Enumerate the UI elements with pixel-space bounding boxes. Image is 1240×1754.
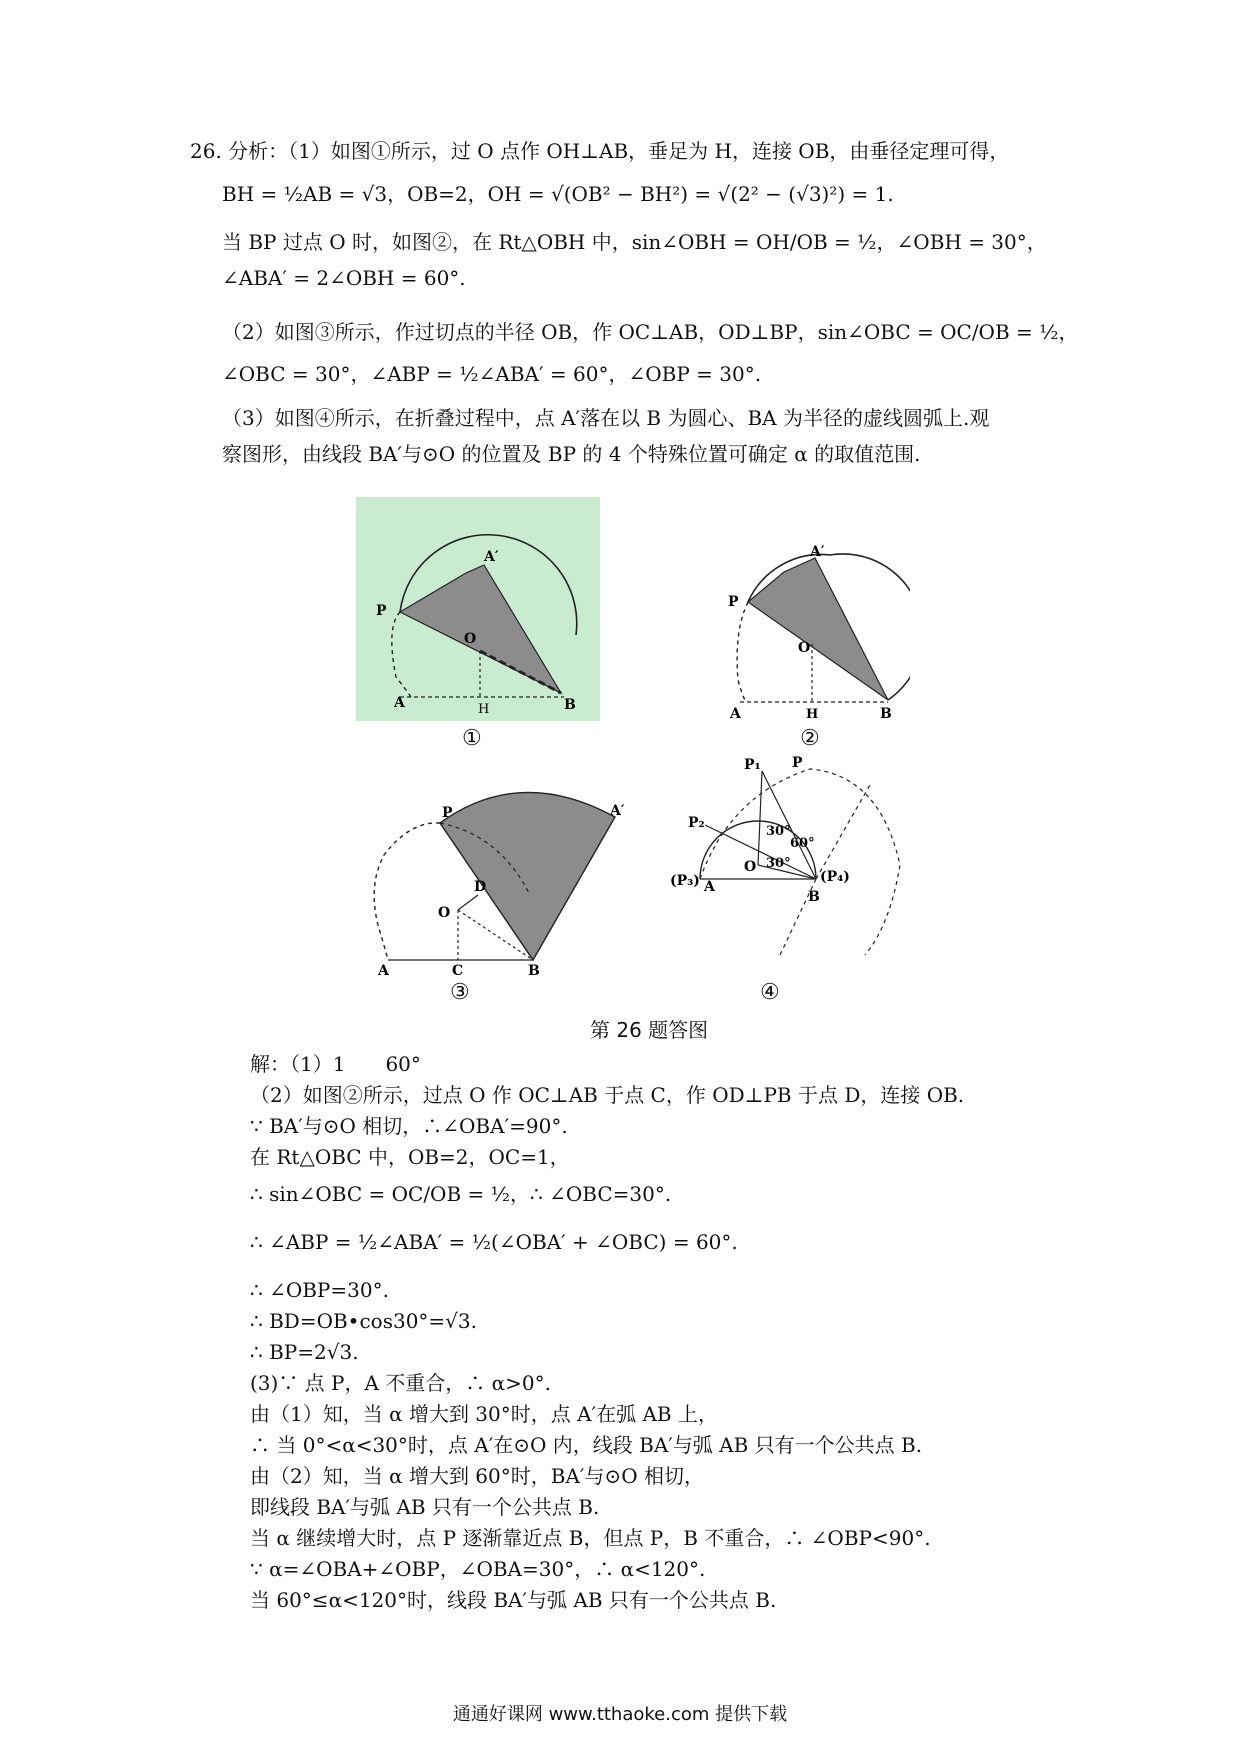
- figure-4-label-o: O: [744, 859, 757, 875]
- figure-2-label-o: O: [798, 640, 811, 656]
- analysis-line-7: （3）如图④所示，在折叠过程中，点 A′落在以 B 为圆心、BA 为半径的虚线圆弧上.观: [222, 406, 990, 430]
- analysis-line-3: 当 BP 过点 O 时，如图②，在 Rt△OBH 中，sin∠OBH = OH/OB = ½，∠OBH = 30°，: [222, 230, 1047, 254]
- figure-1-label-p: P: [376, 603, 387, 619]
- solution-line-5: ∴ sin∠OBC = OC/OB = ½，∴ ∠OBC=30°.: [250, 1182, 672, 1206]
- figure-2: [720, 540, 910, 720]
- figure-2-number: ②: [800, 726, 820, 751]
- figure-1: [356, 497, 600, 721]
- analysis-line-2: BH = ½AB = √3，OB=2，OH = √(OB² − BH²) = √(2² − (√3)²) = 1.: [222, 182, 894, 206]
- solution-line-2: （2）如图②所示，过点 O 作 OC⊥AB 于点 C，作 OD⊥PB 于点 D，连接 OB.: [250, 1083, 965, 1107]
- solution-line-8: ∴ BD=OB•cos30°=√3.: [250, 1309, 478, 1333]
- solution-line-13: 由（2）知，当 α 增大到 60°时，BA′与⊙O 相切，: [250, 1464, 704, 1488]
- solution-line-6: ∴ ∠ABP = ½∠ABA′ = ½(∠OBA′ + ∠OBC) = 60°.: [250, 1230, 738, 1254]
- figure-4-label-p3: (P₃): [670, 873, 700, 889]
- solution-line-9: ∴ BP=2√3.: [250, 1340, 359, 1364]
- analysis-line-1: 26. 分析：（1）如图①所示，过 O 点作 OH⊥AB，垂足为 H，连接 OB，由垂径定理可得，: [190, 139, 1010, 163]
- figure-3-label-o: O: [438, 905, 451, 921]
- solution-line-17: 当 60°≤α<120°时，线段 BA′与弧 AB 只有一个公共点 B.: [250, 1588, 777, 1612]
- analysis-line-5: （2）如图③所示，作过切点的半径 OB，作 OC⊥AB，OD⊥BP，sin∠OBC = OC/OB = ½，: [222, 320, 1079, 344]
- solution-line-12: ∴ 当 0°<α<30°时，点 A′在⊙O 内，线段 BA′与弧 AB 只有一个公共点 B.: [250, 1433, 923, 1457]
- figure-3-shaded-sector: [440, 792, 615, 960]
- solution-line-14: 即线段 BA′与弧 AB 只有一个公共点 B.: [250, 1495, 600, 1519]
- page-footer: 通通好课网 www.tthaoke.com 提供下载: [452, 1704, 788, 1725]
- analysis-line-6: ∠OBC = 30°，∠ABP = ½∠ABA′ = 60°，∠OBP = 30°.: [222, 362, 762, 386]
- figure-3-label-a-prime: A′: [610, 803, 625, 819]
- figure-2-label-h: H: [806, 707, 819, 720]
- solution-line-16: ∵ α=∠OBA+∠OBP，∠OBA=30°，∴ α<120°.: [250, 1557, 706, 1581]
- solution-line-11: 由（1）知，当 α 增大到 30°时，点 A′在弧 AB 上，: [250, 1402, 718, 1426]
- figure-1-label-a-prime: A′: [484, 549, 499, 565]
- figures-caption: 第 26 题答图: [590, 1018, 709, 1042]
- figure-1-label-a: A: [394, 695, 405, 711]
- figure-4-label-p: P: [792, 755, 803, 771]
- figure-4-number: ④: [760, 980, 780, 1005]
- figure-2-label-a-prime: A′: [810, 544, 825, 560]
- figure-4-label-p2: P₂: [688, 815, 705, 831]
- figure-1-label-h: H: [478, 702, 490, 717]
- figure-4-angle-1: 30°: [766, 824, 791, 839]
- solution-line-1: 解：（1）1 60°: [250, 1052, 421, 1076]
- figure-3-label-b: B: [528, 963, 540, 975]
- figure-3-label-d: D: [474, 879, 487, 895]
- figure-4-angle-2: 60°: [790, 836, 815, 851]
- figure-4: [670, 755, 910, 965]
- figure-3-number: ③: [450, 980, 470, 1005]
- figure-2-label-b: B: [880, 706, 892, 720]
- analysis-line-8: 察图形，由线段 BA′与⊙O 的位置及 BP 的 4 个特殊位置可确定 α 的取值范围.: [222, 442, 921, 466]
- figure-2-label-a: A: [730, 706, 741, 720]
- figure-4-label-p1: P₁: [744, 757, 761, 773]
- figure-3-label-p: P: [442, 805, 453, 821]
- solution-line-15: 当 α 继续增大时，点 P 逐渐靠近点 B，但点 P，B 不重合，∴ ∠OBP<90°.: [250, 1526, 931, 1550]
- analysis-line-4: ∠ABA′ = 2∠OBH = 60°.: [222, 266, 466, 290]
- figure-3-label-c: C: [452, 963, 464, 975]
- figure-2-shaded-sector: [748, 558, 888, 700]
- figure-3: [370, 775, 635, 975]
- figure-4-angle-3: 30°: [766, 856, 791, 871]
- figure-3-label-a: A: [378, 963, 389, 975]
- figure-1-label-b: B: [564, 697, 576, 713]
- figure-1-label-o: O: [464, 631, 477, 647]
- solution-line-10: (3)∵ 点 P，A 不重合，∴ α>0°.: [250, 1371, 552, 1395]
- figure-4-label-b: B: [808, 889, 820, 905]
- figure-1-number: ①: [462, 726, 482, 751]
- solution-line-7: ∴ ∠OBP=30°.: [250, 1278, 389, 1302]
- solution-line-4: 在 Rt△OBC 中，OB=2，OC=1，: [250, 1145, 570, 1169]
- figure-2-label-p: P: [728, 594, 739, 610]
- figure-4-label-p4: (P₄): [820, 869, 850, 885]
- solution-line-3: ∵ BA′与⊙O 相切，∴∠OBA′=90°.: [250, 1114, 568, 1138]
- figure-4-label-a: A: [704, 879, 715, 895]
